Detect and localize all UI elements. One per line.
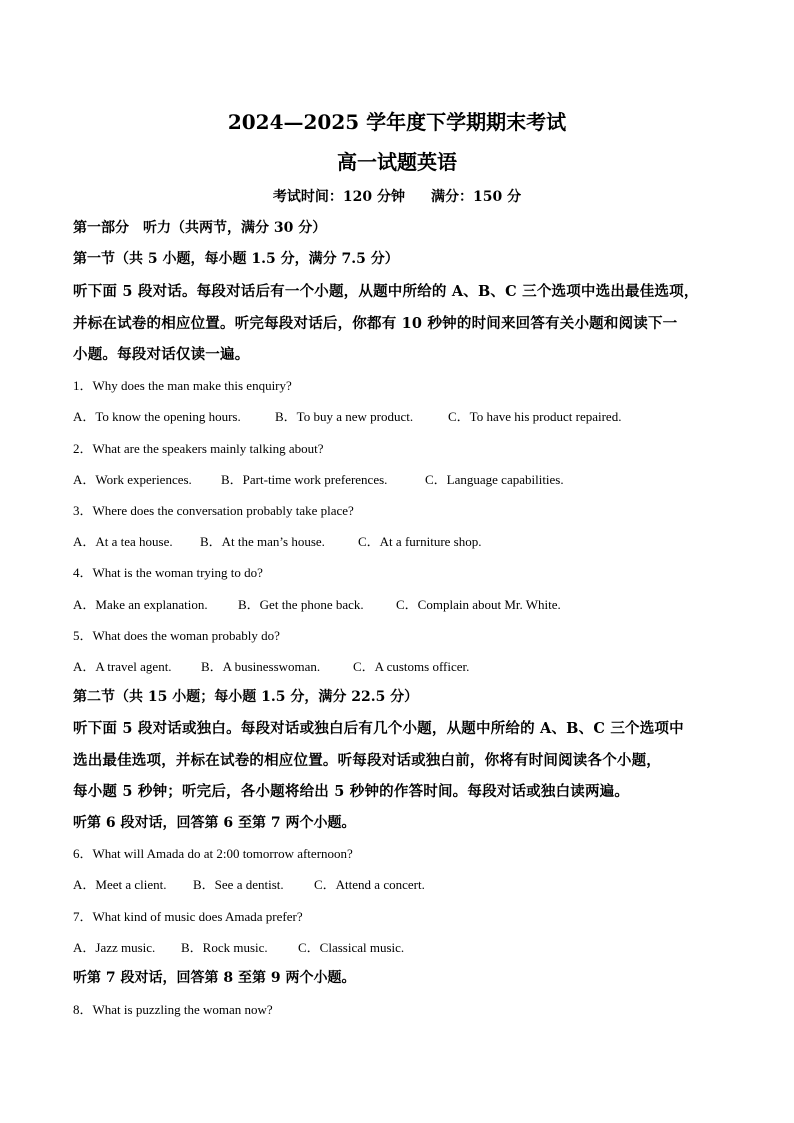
section1-heading: 第一节（共 5 小题，每小题 1.5 分，满分 7.5 分） (73, 251, 399, 267)
option-c: C．A customs officer. (353, 659, 470, 674)
option-a: A．To know the opening hours. (73, 409, 241, 424)
option-b: B．To buy a new product. (275, 409, 414, 424)
part1-heading: 第一部分 听力（共两节，满分 30 分） (73, 220, 327, 236)
option-a: A．A travel agent. (73, 659, 172, 674)
section1-instruction-line: 听下面 5 段对话。每段对话后有一个小题，从题中所给的 A、B、C 三个选项中选出最佳选项， (73, 283, 699, 300)
question-options (73, 594, 561, 613)
section1-instruction-line: 小题。每段对话仅读一遍。 (73, 346, 250, 363)
option-b: B．Get the phone back. (238, 597, 364, 612)
option-a: A．Meet a client. (73, 877, 167, 892)
exam-title: 2024—2025 学年度下学期期末考试 (227, 110, 567, 134)
question-stem: 3．Where does the conversation probably take place? (73, 503, 354, 518)
exam-time: 考试时间：120 分钟 (272, 189, 405, 205)
question-stem: 4．What is the woman trying to do? (73, 565, 263, 580)
option-b: B．Rock music. (181, 940, 268, 955)
section2-instruction-line: 听下面 5 段对话或独白。每段对话或独白后有几个小题，从题中所给的 A、B、C 三个选项中 (73, 720, 684, 737)
option-a: A．Make an explanation. (73, 597, 208, 612)
question-options (73, 406, 621, 425)
option-a: A．At a tea house. (73, 534, 173, 549)
question-stem: 2．What are the speakers mainly talking about? (73, 441, 324, 456)
section2-instruction-line: 每小题 5 秒钟；听完后，各小题将给出 5 秒钟的作答时间。每段对话或独白读两遍。 (73, 783, 630, 800)
section2-instruction-line: 选出最佳选项，并标在试卷的相应位置。听每段对话或独白前，你将有时间阅读各个小题， (73, 752, 661, 769)
dialog-7-heading: 听第 7 段对话，回答第 8 至第 9 两个小题。 (73, 970, 356, 986)
exam-info (0, 186, 794, 206)
option-c: C．Classical music. (298, 940, 405, 955)
option-c: C．Complain about Mr. White. (396, 597, 561, 612)
option-b: B．A businesswoman. (201, 659, 321, 674)
question-options (73, 874, 425, 893)
option-c: C．Attend a concert. (314, 877, 425, 892)
section2-heading: 第二节（共 15 小题；每小题 1.5 分，满分 22.5 分） (73, 689, 419, 705)
dialog-6-heading: 听第 6 段对话，回答第 6 至第 7 两个小题。 (73, 815, 356, 831)
question-stem: 6．What will Amada do at 2:00 tomorrow afternoon? (73, 846, 353, 861)
question-options (73, 469, 564, 488)
option-c: C．To have his product repaired. (448, 409, 622, 424)
question-options (73, 656, 469, 675)
question-stem: 5．What does the woman probably do? (73, 628, 280, 643)
question-options (73, 937, 404, 956)
question-stem: 7．What kind of music does Amada prefer? (73, 909, 303, 924)
exam-subtitle: 高一试题英语 (337, 150, 457, 174)
option-c: C．At a furniture shop. (358, 534, 482, 549)
option-a: A．Jazz music. (73, 940, 156, 955)
question-stem: 1．Why does the man make this enquiry? (73, 378, 292, 393)
question-stem: 8．What is puzzling the woman now? (73, 1002, 273, 1017)
option-c: C．Language capabilities. (425, 472, 564, 487)
option-b: B．See a dentist. (193, 877, 284, 892)
option-b: B．At the man’s house. (200, 534, 325, 549)
option-a: A．Work experiences. (73, 472, 192, 487)
question-options (73, 531, 481, 550)
option-b: B．Part-time work preferences. (221, 472, 388, 487)
section1-instruction-line: 并标在试卷的相应位置。听完每段对话后，你都有 10 秒钟的时间来回答有关小题和阅读下一 (73, 315, 678, 332)
exam-score: 满分：150 分 (431, 189, 522, 205)
